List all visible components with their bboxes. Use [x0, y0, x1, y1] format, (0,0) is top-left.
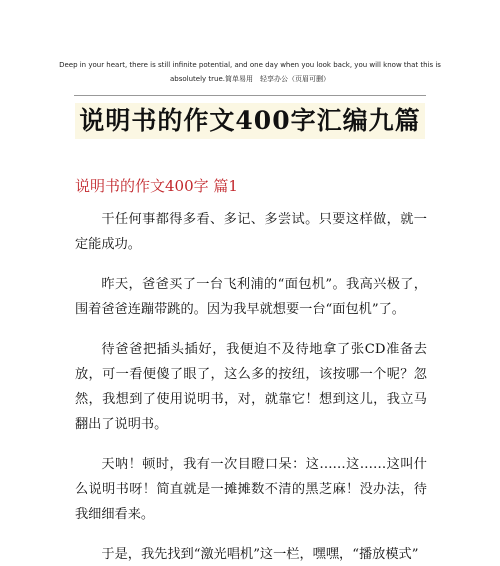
document-title-block [0, 103, 500, 139]
header-line-2: absolutely true.简单易用 轻享办公（页眉可删） [170, 75, 330, 83]
paragraph: 昨天，爸爸买了一台飞利浦的“面包机”。我高兴极了，围着爸爸连蹦带跳的。因为我早就想要一台“面包机”了。 [75, 277, 427, 317]
article-body [75, 207, 427, 566]
document-title: 说明书的作文400字汇编九篇 [75, 103, 424, 139]
section-heading: 说明书的作文400字 篇1 [75, 177, 238, 195]
paragraph: 待爸爸把插头插好，我便迫不及待地拿了张CD准备去放，可一看便傻了眼了，这么多的按纽，该按哪一个呢？忽然，我想到了使用说明书，对，就靠它！想到这儿，我立马翻出了说明书。 [75, 342, 427, 432]
paragraph: 天呐！顿时，我有一次目瞪口呆：这……这……这叫什么说明书呀！简直就是一摊摊数不清的黑芝麻！没办法，待我细细看来。 [75, 457, 427, 522]
header-line-1: Deep in your heart, there is still infinite potential, and one day when you look back, you will know that this is [59, 61, 441, 69]
paragraph: 于是，我先找到“激光唱机”这一栏，嘿嘿，“播放模式” [101, 547, 419, 562]
paragraph: 干任何事都得多看、多记、多尝试。只要这样做，就一定能成功。 [75, 212, 427, 252]
header-divider [74, 95, 426, 96]
page-header [40, 58, 460, 86]
